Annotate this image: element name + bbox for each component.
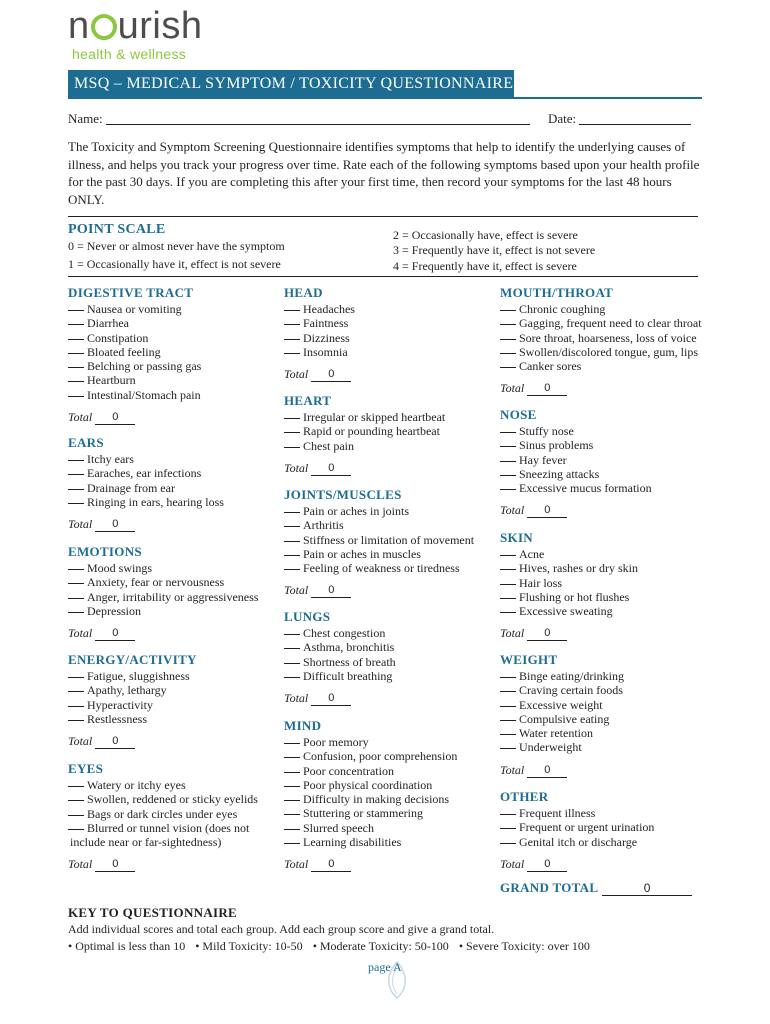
section-title: ENERGY/ACTIVITY [68, 652, 197, 667]
section-total: Total 0 [500, 503, 652, 518]
title-underline [68, 97, 702, 99]
section-total: Total 0 [68, 626, 258, 641]
symptom-item[interactable]: Binge eating/drinking [500, 669, 624, 683]
symptom-item[interactable]: Learning disabilities [284, 835, 457, 849]
section-title: DIGESTIVE TRACT [68, 285, 194, 300]
section-title: NOSE [500, 407, 537, 422]
symptom-item[interactable]: Poor memory [284, 735, 457, 749]
symptom-item[interactable]: Pain or aches in muscles [284, 547, 474, 561]
total-field[interactable]: 0 [527, 626, 567, 641]
symptom-item[interactable]: Anxiety, fear or nervousness [68, 575, 258, 589]
section-digestive-tract [68, 285, 201, 425]
section-heart [284, 393, 445, 476]
name-field[interactable] [106, 124, 530, 125]
section-total: Total 0 [500, 626, 638, 641]
symptom-item[interactable]: Watery or itchy eyes [68, 778, 258, 792]
symptom-item[interactable]: Stuffy nose [500, 424, 652, 438]
section-total: Total 0 [284, 857, 457, 872]
total-field[interactable]: 0 [311, 461, 351, 476]
section-title: MIND [284, 718, 322, 733]
symptom-item[interactable]: Shortness of breath [284, 655, 396, 669]
section-title: LUNGS [284, 609, 331, 624]
symptom-item[interactable]: Bloated feeling [68, 345, 201, 359]
symptom-item[interactable]: Genital itch or discharge [500, 835, 654, 849]
symptom-item[interactable]: Sneezing attacks [500, 467, 652, 481]
total-field[interactable]: 0 [311, 367, 351, 382]
section-title: WEIGHT [500, 652, 558, 667]
symptom-item[interactable]: Feeling of weakness or tiredness [284, 561, 474, 575]
symptom-item[interactable]: Swollen, reddened or sticky eyelids [68, 792, 258, 806]
symptom-item[interactable]: Chronic coughing [500, 302, 702, 316]
section-lungs [284, 609, 396, 706]
section-title: EYES [68, 761, 104, 776]
symptom-item[interactable]: Difficult breathing [284, 669, 396, 683]
total-field[interactable]: 0 [95, 517, 135, 532]
grand-total-field[interactable]: 0 [602, 881, 692, 896]
divider [68, 276, 698, 277]
symptom-item[interactable]: Sinus problems [500, 438, 652, 452]
symptom-item[interactable]: Bags or dark circles under eyes [68, 807, 258, 821]
symptom-item[interactable]: Hyperactivity [68, 698, 197, 712]
point-scale-3: 3 = Frequently have it, effect is not severe [393, 243, 596, 257]
logo-tagline: health & wellness [72, 46, 187, 62]
section-nose [500, 407, 652, 518]
key-level-optimal: • Optimal is less than 10 [68, 939, 186, 953]
date-row [548, 111, 691, 127]
symptom-item[interactable]: Chest congestion [284, 626, 396, 640]
symptom-item[interactable]: Apathy, lethargy [68, 683, 197, 697]
section-total: Total 0 [284, 461, 445, 476]
symptom-item[interactable]: Stiffness or limitation of movement [284, 533, 474, 547]
symptom-item[interactable]: Restlessness [68, 712, 197, 726]
symptom-item[interactable]: Arthritis [284, 518, 474, 532]
symptom-item[interactable]: Confusion, poor comprehension [284, 749, 457, 763]
key-level-mild: • Mild Toxicity: 10-50 [195, 939, 303, 953]
symptom-item[interactable]: Pain or aches in joints [284, 504, 474, 518]
section-title: SKIN [500, 530, 533, 545]
total-field[interactable]: 0 [527, 857, 567, 872]
symptom-item[interactable]: Underweight [500, 740, 624, 754]
section-eyes [68, 761, 258, 872]
symptom-item[interactable]: Blurred or tunnel vision (does not [68, 821, 258, 835]
name-row [68, 111, 530, 127]
symptom-item[interactable]: Headaches [284, 302, 355, 316]
point-scale-0: 0 = Never or almost never have the symptom [68, 239, 285, 253]
point-scale-1: 1 = Occasionally have it, effect is not severe [68, 257, 281, 271]
section-skin [500, 530, 638, 641]
logo: n urish [68, 5, 203, 47]
section-ears [68, 435, 224, 532]
symptom-item[interactable]: Anger, irritability or aggressiveness [68, 590, 258, 604]
symptom-item[interactable]: Excessive sweating [500, 604, 638, 618]
symptom-item[interactable]: Excessive weight [500, 698, 624, 712]
symptom-item[interactable]: Acne [500, 547, 638, 561]
section-title: EARS [68, 435, 104, 450]
section-total: Total 0 [284, 583, 474, 598]
symptom-item[interactable]: Rapid or pounding heartbeat [284, 424, 445, 438]
section-total: Total 0 [284, 367, 355, 382]
key-levels [68, 939, 600, 954]
section-energy-activity [68, 652, 197, 749]
section-total: Total 0 [284, 691, 396, 706]
date-label: Date: [548, 111, 577, 126]
symptom-item[interactable]: Frequent or urgent urination [500, 820, 654, 834]
total-field[interactable]: 0 [311, 691, 351, 706]
symptom-item[interactable]: Hair loss [500, 576, 638, 590]
section-total: Total 0 [68, 734, 197, 749]
total-field[interactable]: 0 [527, 381, 567, 396]
section-total: Total 0 [500, 763, 624, 778]
section-weight [500, 652, 624, 778]
total-field[interactable]: 0 [95, 734, 135, 749]
date-field[interactable] [579, 124, 691, 125]
symptom-item[interactable]: Hives, rashes or dry skin [500, 561, 638, 575]
grand-total [500, 880, 692, 896]
symptom-item[interactable]: Craving certain foods [500, 683, 624, 697]
point-scale-4: 4 = Frequently have it, effect is severe [393, 259, 577, 273]
symptom-item[interactable]: Hay fever [500, 453, 652, 467]
symptom-item[interactable]: Swollen/discolored tongue, gum, lips [500, 345, 702, 359]
section-other [500, 789, 654, 872]
name-label: Name: [68, 111, 103, 126]
section-title: OTHER [500, 789, 549, 804]
key-instructions: Add individual scores and total each group. Add each group score and give a grand total. [68, 922, 495, 936]
symptom-item[interactable]: Drainage from ear [68, 481, 224, 495]
symptom-item[interactable]: Insomnia [284, 345, 355, 359]
symptom-item[interactable]: Itchy ears [68, 452, 224, 466]
total-field[interactable]: 0 [95, 857, 135, 872]
symptom-item[interactable]: Excessive mucus formation [500, 481, 652, 495]
symptom-item[interactable]: Canker sores [500, 359, 702, 373]
key-level-moderate: • Moderate Toxicity: 50-100 [312, 939, 449, 953]
symptom-item-continued: include near or far-sightedness) [70, 835, 222, 850]
section-total: Total 0 [500, 857, 654, 872]
section-mouth-throat [500, 285, 702, 396]
section-title: EMOTIONS [68, 544, 142, 559]
logo-leaf-icon [91, 14, 117, 40]
symptom-item[interactable]: Constipation [68, 331, 201, 345]
symptom-item[interactable]: Gagging, frequent need to clear throat [500, 316, 702, 330]
section-joints-muscles [284, 487, 474, 598]
section-total: Total 0 [68, 857, 258, 872]
symptom-item[interactable]: Heartburn [68, 373, 201, 387]
point-scale-title: POINT SCALE [68, 222, 166, 237]
symptom-item[interactable]: Diarrhea [68, 316, 201, 330]
section-title: JOINTS/MUSCLES [284, 487, 402, 502]
symptom-item[interactable]: Frequent illness [500, 806, 654, 820]
point-scale-2: 2 = Occasionally have, effect is severe [393, 228, 578, 242]
symptom-item[interactable]: Compulsive eating [500, 712, 624, 726]
total-field[interactable]: 0 [311, 857, 351, 872]
symptom-item[interactable]: Ringing in ears, hearing loss [68, 495, 224, 509]
section-total: Total 0 [68, 517, 224, 532]
section-total: Total 0 [500, 381, 702, 396]
symptom-item[interactable]: Depression [68, 604, 258, 618]
key-level-severe: • Severe Toxicity: over 100 [458, 939, 590, 953]
symptom-item[interactable]: Irregular or skipped heartbeat [284, 410, 445, 424]
total-field[interactable]: 0 [527, 763, 567, 778]
symptom-item[interactable]: Stuttering or stammering [284, 806, 457, 820]
key-title: KEY TO QUESTIONNAIRE [68, 905, 238, 920]
symptom-item[interactable]: Fatigue, sluggishness [68, 669, 197, 683]
grand-total-label: GRAND TOTAL [500, 880, 599, 895]
symptom-item[interactable]: Difficulty in making decisions [284, 792, 457, 806]
divider [68, 216, 698, 217]
section-emotions [68, 544, 258, 641]
total-field[interactable]: 0 [311, 583, 351, 598]
symptom-item[interactable]: Slurred speech [284, 821, 457, 835]
total-field[interactable]: 0 [95, 626, 135, 641]
section-head [284, 285, 355, 382]
section-title: HEAD [284, 285, 323, 300]
intro-paragraph: The Toxicity and Symptom Screening Questionnaire identifies symptoms that help to identify the underlying causes of illness, and helps you track your progress over time. Rate each of the following symptoms based upon your health profile for the past 30 days. If you are completing this after your first time, then record your symptoms for the last 48 hours ONLY. [68, 139, 700, 207]
symptom-item[interactable]: Dizziness [284, 331, 355, 345]
section-title: MOUTH/THROAT [500, 285, 614, 300]
page-title: MSQ – MEDICAL SYMPTOM / TOXICITY QUESTIONNAIRE [68, 70, 514, 98]
total-field[interactable]: 0 [527, 503, 567, 518]
symptom-item[interactable]: Poor concentration [284, 764, 457, 778]
symptom-item[interactable]: Poor physical coordination [284, 778, 457, 792]
symptom-item[interactable]: Flushing or hot flushes [500, 590, 638, 604]
symptom-item[interactable]: Earaches, ear infections [68, 466, 224, 480]
symptom-item[interactable]: Sore throat, hoarseness, loss of voice [500, 331, 702, 345]
symptom-item[interactable]: Mood swings [68, 561, 258, 575]
symptom-item[interactable]: Nausea or vomiting [68, 302, 201, 316]
section-title: HEART [284, 393, 332, 408]
section-total: Total 0 [68, 410, 201, 425]
symptom-item[interactable]: Faintness [284, 316, 355, 330]
symptom-item[interactable]: Intestinal/Stomach pain [68, 388, 201, 402]
page-label: page A [368, 960, 402, 974]
symptom-item[interactable]: Chest pain [284, 439, 445, 453]
symptom-item[interactable]: Belching or passing gas [68, 359, 201, 373]
total-field[interactable]: 0 [95, 410, 135, 425]
symptom-item[interactable]: Water retention [500, 726, 624, 740]
section-mind [284, 718, 457, 872]
symptom-item[interactable]: Asthma, bronchitis [284, 640, 396, 654]
